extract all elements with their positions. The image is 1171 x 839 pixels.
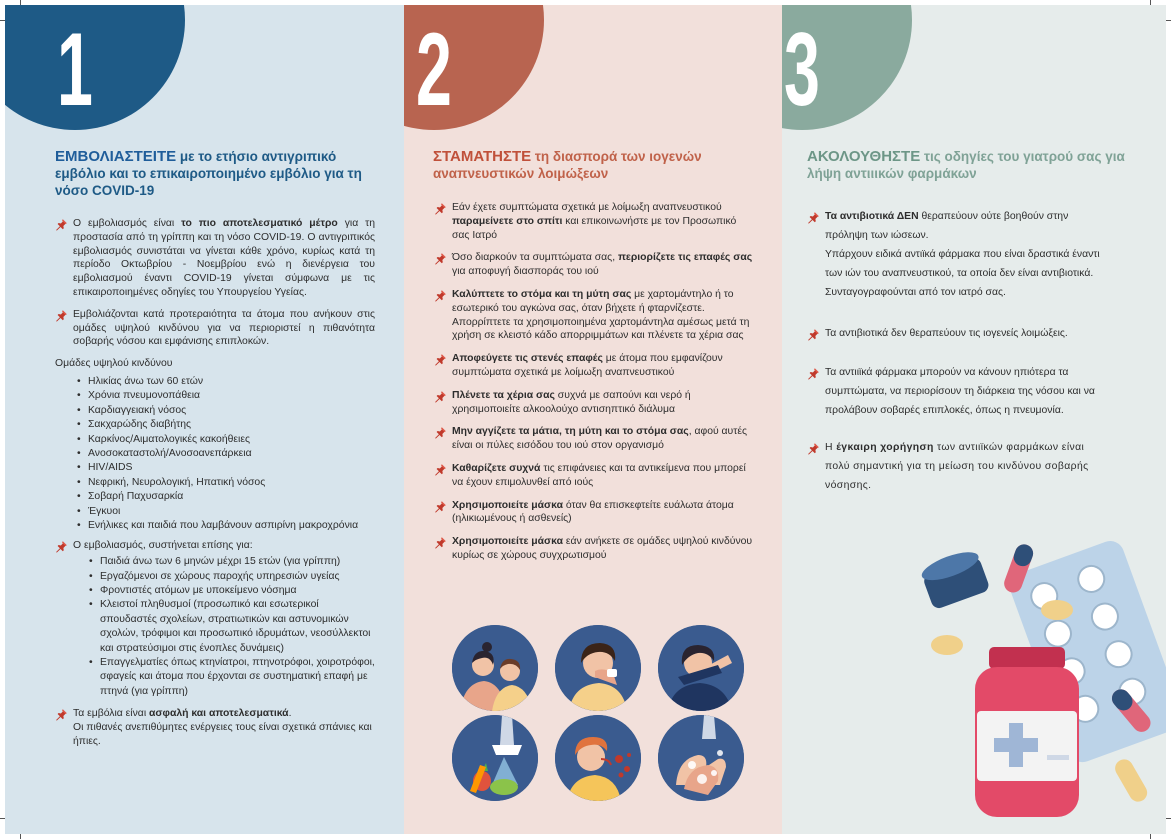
list-item: • Κλειστοί πληθυσμοί (προσωπικό και εσωτερικοί σπουδαστές σχολείων, στρατιωτικών και αστυνομικών σχολών, τρόφιμοι και προσωπικό ιδρυμάτων, νεοσύλλεκτοι και στρατεύσιμοι στις ένοπλες δυνάμεις) xyxy=(89,598,375,656)
list-item: • Καρκίνος/Αιματολογικές κακοήθειες xyxy=(77,433,375,447)
text: με άτομα που εμφανίζουν συμπτώματα σχετικά με λοίμωξη αναπνευστικού xyxy=(452,353,723,378)
step-number: 1 xyxy=(57,12,93,128)
text: εάν ανήκετε σε ομάδες υψηλού κινδύνου κυρίως σε χώρους συγχρωτισμού xyxy=(452,536,753,561)
text: Οι πιθανές ανεπιθύμητες ενέργειες τους είναι σχετικά σπάνιες και ήπιες. xyxy=(73,722,372,747)
text: , αφού αυτές είναι οι πύλες εισόδου του ιού στον οργανισμό xyxy=(452,426,747,452)
text: των αντιιϊκών φαρμάκων είναι πολύ σημαντική για τη μείωση του κινδύνου σοβαρής νόσησης. xyxy=(825,442,1089,491)
list-item xyxy=(807,438,1112,495)
panel-follow-doctor xyxy=(782,5,1166,834)
list-item: • Φροντιστές ατόμων με υποκείμενο νόσημα xyxy=(89,584,375,598)
list-item xyxy=(807,207,1112,302)
list-item: • Ηλικίας άνω των 60 ετών xyxy=(77,375,375,389)
pushpin-icon xyxy=(807,211,820,224)
step-number: 3 xyxy=(784,12,820,128)
text: Εάν έχετε συμπτώματα σχετικά με λοίμωξη αναπνευστικού xyxy=(452,202,722,213)
list-item: • Εργαζόμενοι σε χώρους παροχής υπηρεσιών υγείας xyxy=(89,570,375,584)
list-item xyxy=(434,389,754,417)
list-item xyxy=(807,324,1112,343)
text: Ο εμβολιασμός, συστήνεται επίσης για: xyxy=(73,540,253,552)
list-item: • Ανοσοκαταστολή/Ανοσοανεπάρκεια xyxy=(77,447,375,461)
heading-keyword: ΣΤΑΜΑΤΗΣΤΕ xyxy=(433,148,532,165)
bold-text: το πιο αποτελεσματικό μέτρο xyxy=(181,218,338,229)
list-item: • Σοβαρή Παχυσαρκία xyxy=(77,490,375,504)
bold-text: Χρησιμοποιείτε μάσκα xyxy=(452,536,563,548)
pushpin-icon xyxy=(434,390,447,403)
panel-heading xyxy=(55,148,365,199)
heading-text: τις οδηγίες του γιατρού σας για λήψη αντιιικών φαρμάκων xyxy=(807,149,1125,181)
text: Τα αντιιϊκά φάρμακα μπορούν να κάνουν ηπιότερα τα συμπτώματα, να περιορίσουν τη διάρκεια της νόσου και να προλάβουν σοβαρές επιπλοκές, όπως η πνευμονία. xyxy=(825,367,1095,416)
text: όταν θα επισκεφτείτε ευάλωτα άτομα (ηλικιωμένους ή ασθενείς) xyxy=(452,499,734,525)
list-item: • HIV/AIDS xyxy=(77,461,375,475)
pushpin-icon xyxy=(807,367,820,380)
panel-heading xyxy=(807,148,1137,182)
pushpin-icon xyxy=(55,218,68,231)
panel-body xyxy=(807,207,1112,513)
pushpin-icon xyxy=(434,463,447,476)
list-item: • Ενήλικες και παιδιά που λαμβάνουν ασπιρίνη μακροχρόνια xyxy=(77,519,375,533)
list-item: • Έγκυοι xyxy=(77,505,375,519)
heading-keyword: ΕΜΒΟΛΙΑΣΤΕΙΤΕ xyxy=(55,148,177,165)
list-item xyxy=(807,363,1112,420)
medicine-bottle-and-pills-illustration xyxy=(917,535,1166,834)
text: θεραπεύουν ούτε βοηθούν στην πρόληψη των ιώσεων. xyxy=(825,211,1069,241)
pushpin-icon xyxy=(55,309,68,322)
bold-text: Καλύπτετε το στόμα και τη μύτη σας xyxy=(452,288,632,300)
groups-title: Ομάδες υψηλού κινδύνου xyxy=(55,358,173,370)
bold-text: περιορίζετε τις επαφές σας xyxy=(617,252,753,264)
step-number-circle xyxy=(404,5,544,130)
bold-text: Καθαρίζετε συχνά xyxy=(452,462,541,474)
list-item xyxy=(434,352,754,380)
text: Εμβολιάζονται κατά προτεραιότητα τα άτομα που ανήκουν στις ομάδες υψηλού κινδύνου για να περιοριστεί η πιθανότητα σοβαρής νόσου και εμφάνισης επιπλοκών. xyxy=(73,308,375,348)
list-item xyxy=(434,425,754,453)
pushpin-icon xyxy=(434,252,447,265)
text: με χαρτομάντηλο ή το εσωτερικό του αγκώνα σας, όταν βήχετε ή φταρνίζεστε. Απορρίπτετε τα χρησιμοποιημένα χαρτομάντηλα αμέσως μετά τη χρήση σε κλειστό κάδο απορριμμάτων και πλένετε τα χέρια σας xyxy=(452,288,750,342)
family-illustration xyxy=(452,625,538,711)
step-number-circle xyxy=(782,5,912,130)
heading-text: τη διασπορά των ιογενών αναπνευστικών λοιμώξεων xyxy=(433,149,702,181)
sneeze-into-elbow-illustration xyxy=(555,625,641,711)
bold-text: Πλένετε τα χέρια σας xyxy=(452,389,555,401)
heading-keyword: ΑΚΟΛΟΥΘΗΣΤΕ xyxy=(807,148,921,165)
pushpin-icon xyxy=(434,353,447,366)
panel-body xyxy=(434,201,754,572)
text: Τα εμβόλια είναι xyxy=(73,708,150,720)
list-item xyxy=(55,217,375,300)
pushpin-icon xyxy=(434,426,447,439)
list-item xyxy=(434,462,754,490)
panel-vaccinate xyxy=(5,5,404,834)
text: Συνταγογραφούνται από τον ιατρό σας. xyxy=(825,287,1006,298)
step-number: 2 xyxy=(416,12,452,128)
heading-text: με το ετήσιο αντιγριπικό εμβόλιο και το επικαιροποιημένο εμβόλιο για τη νόσο COVID-19 xyxy=(55,149,362,198)
pushpin-icon xyxy=(55,708,68,721)
text: Η xyxy=(825,442,837,453)
list-item xyxy=(434,499,754,527)
disinfect-vegetables-illustration xyxy=(452,715,538,801)
text: . xyxy=(288,708,292,720)
list-item: • Χρόνια πνευμονοπάθεια xyxy=(77,389,375,403)
bold-text: Χρησιμοποιείτε μάσκα xyxy=(452,499,563,511)
text: Υπάρχουν ειδικά αντιϊκά φάρμακα που είναι δραστικά έναντι των ιών του αναπνευστικού, τα οποία δεν είναι αντιβιοτικά. xyxy=(825,249,1100,279)
text: συχνά με σαπούνι και νερό ή χρησιμοποιείτε αλκοολούχο αντισηπτικό διάλυμα xyxy=(452,389,691,415)
list-item xyxy=(55,308,375,349)
list-item xyxy=(55,539,375,553)
text: Ο εμβολιασμός είναι xyxy=(73,218,182,229)
bold-text: ασφαλή και αποτελεσματικά xyxy=(149,708,289,720)
sneeze-germs-illustration xyxy=(555,715,641,801)
list-item: • Παιδιά άνω των 6 μηνών μέχρι 15 ετών (για γρίππη) xyxy=(89,555,375,569)
list-item xyxy=(434,201,754,242)
also-recommended-list xyxy=(89,555,375,699)
pushpin-icon xyxy=(434,500,447,513)
bold-text: έγκαιρη χορήγηση xyxy=(836,442,934,453)
text: Όσο διαρκούν τα συμπτώματα σας, xyxy=(452,252,618,264)
list-item xyxy=(434,288,754,343)
panel-heading xyxy=(433,148,753,182)
list-item xyxy=(55,707,375,748)
text: για τη προστασία από τη γρίππη και τη νόσο COVID-19. Ο αντιγριπικός εμβολιασμός συνιστάται να γίνεται κάθε χρόνο, κυρίως κατά τη περίοδο Οκτωβρίου - Νοεμβρίου ενώ η διενέργεια του εμβολιασμού έναντι COVID-19 γίνεται σύμφωνα με τις επικαιροποιημένες οδηγίες του Υπουργείου Υγείας. xyxy=(73,218,375,298)
text: τις επιφάνειες και τα αντικείμενα που μπορεί να έχουν επιμολυνθεί από ιούς xyxy=(452,462,746,488)
pushpin-icon xyxy=(434,536,447,549)
text: Τα αντιβιοτικά δεν θεραπεύουν τις ιογενείς λοιμώξεις. xyxy=(825,328,1068,339)
list-item: • Νεφρική, Νευρολογική, Ηπατική νόσος xyxy=(77,476,375,490)
bold-text: παραμείνετε στο σπίτι xyxy=(452,215,563,227)
bold-text: Τα αντιβιοτικά ΔΕΝ xyxy=(825,211,919,222)
panel-body xyxy=(55,217,375,757)
pushpin-icon xyxy=(807,442,820,455)
panel-stop-spread xyxy=(404,5,782,834)
bold-text: Μην αγγίζετε τα μάτια, τη μύτη και το στόμα σας xyxy=(452,426,689,438)
list-item xyxy=(434,535,754,563)
list-item: • Καρδιαγγειακή νόσος xyxy=(77,404,375,418)
hand-washing-illustration xyxy=(658,715,744,801)
bold-text: Αποφεύγετε τις στενές επαφές xyxy=(452,353,603,365)
step-number-circle xyxy=(5,5,185,130)
pushpin-icon xyxy=(807,328,820,341)
text: για αποφυγή διασποράς του ιού xyxy=(452,266,599,278)
list-item: • Σακχαρώδης διαβήτης xyxy=(77,418,375,432)
pushpin-icon xyxy=(434,289,447,302)
hygiene-illustrations xyxy=(452,625,752,825)
list-item: • Επαγγελματίες όπως κτηνίατροι, πτηνοτρόφοι, χοιροτρόφοι, σφαγείς και άτομα που έρχονται σε συστηματική επαφή με πτηνά (για γρίππη) xyxy=(89,656,375,699)
list-item xyxy=(434,251,754,279)
text: και επικοινωνήστε με τον Προσωπικό σας Ιατρό xyxy=(452,215,737,241)
risk-groups-list xyxy=(77,375,375,533)
pushpin-icon xyxy=(434,202,447,215)
pushpin-icon xyxy=(55,540,68,553)
cough-illustration xyxy=(658,625,744,711)
